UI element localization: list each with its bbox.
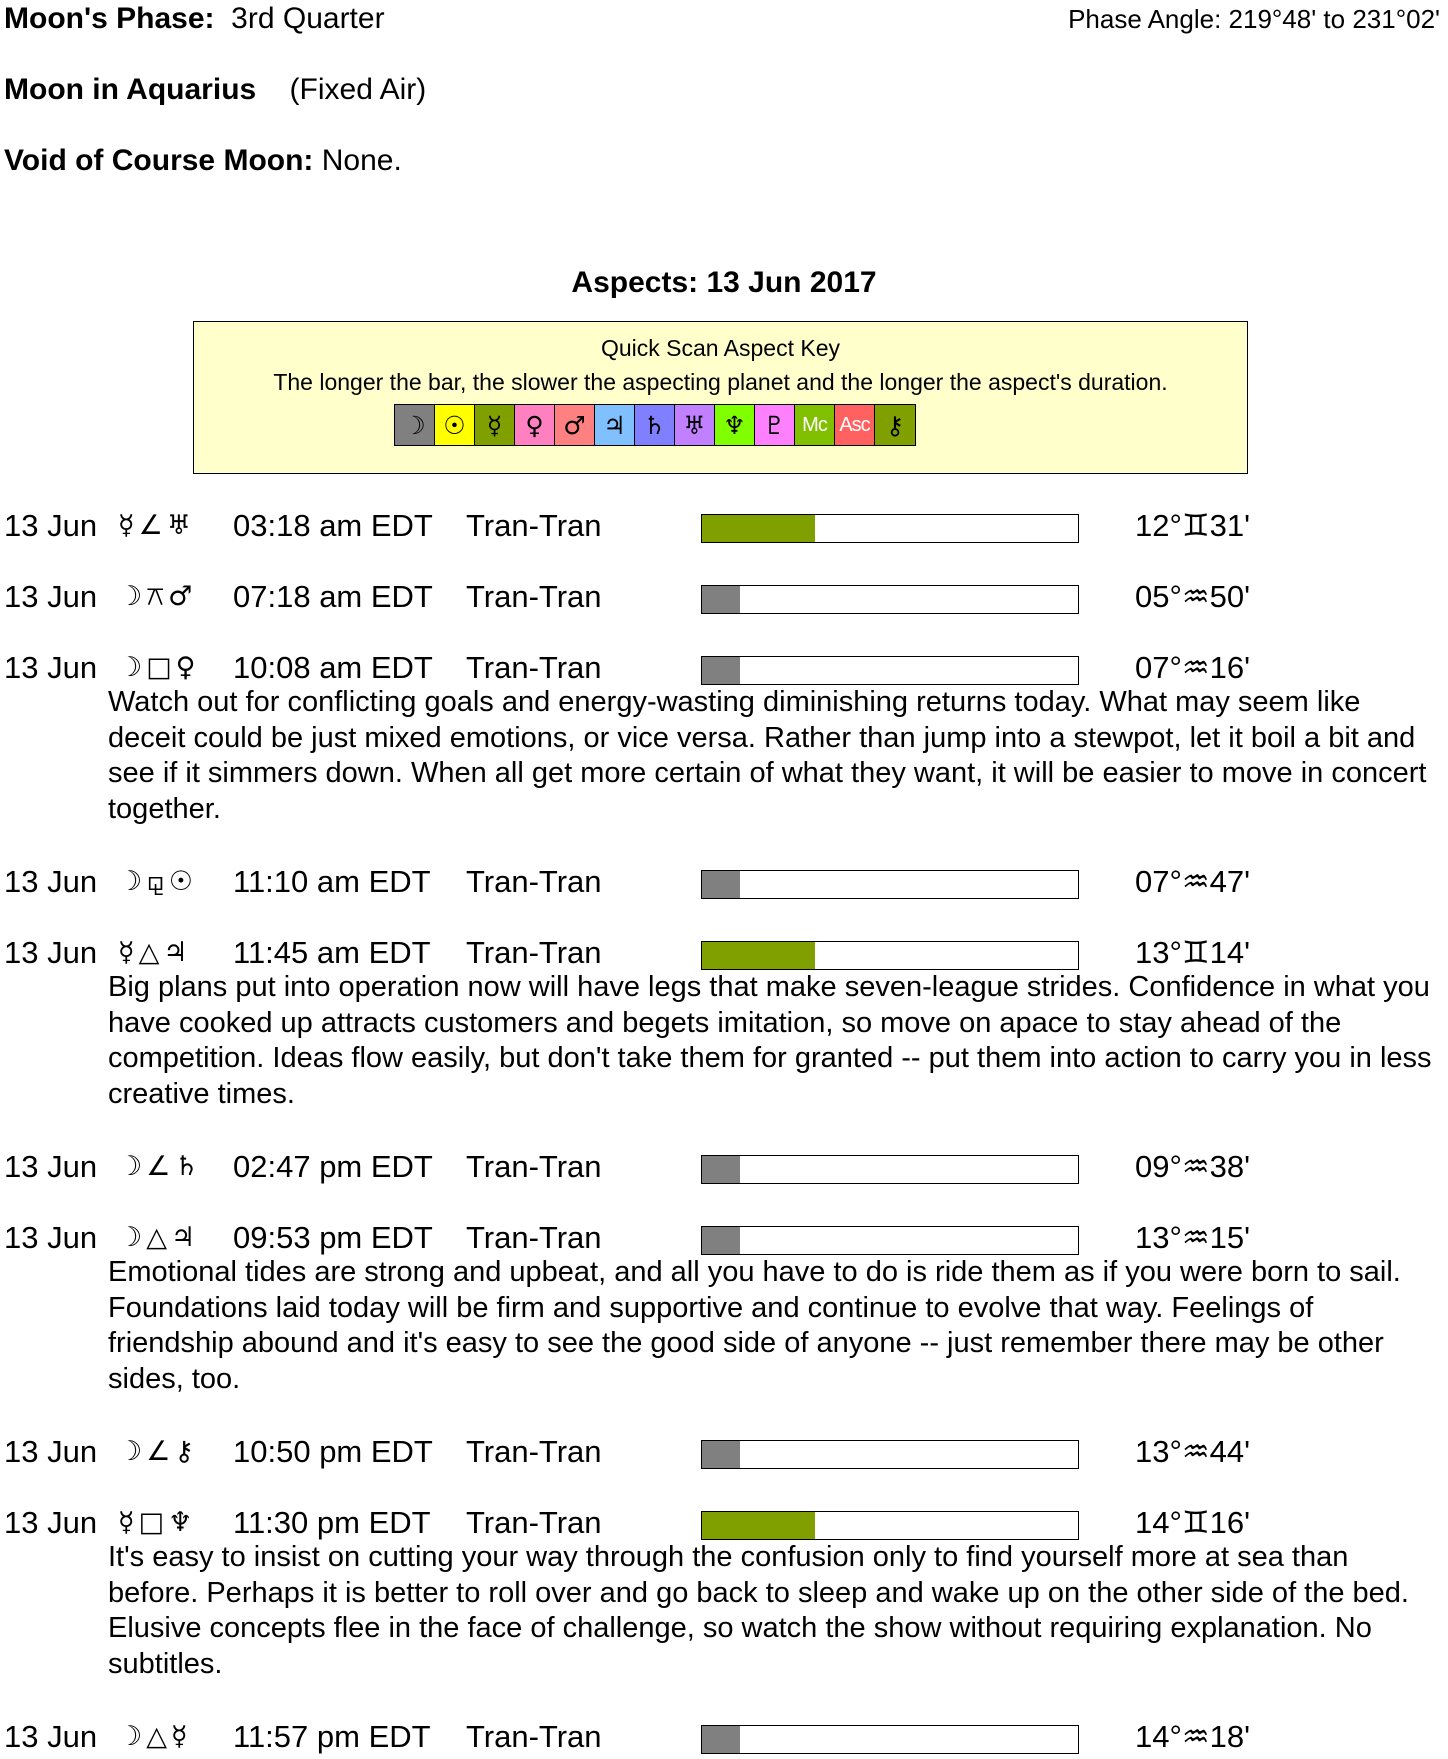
aspect-description: Emotional tides are strong and upbeat, and all you have to do is ride them as if you were born to sail. Foundations laid today will be firm and supportive and continue to evolve that way. Feelings of friendship abound and it's easy to see the good side of anyone -- just remember there may be other sides, too. <box>108 1256 1401 1395</box>
aspect-time: 11:45 am EDT <box>233 935 431 970</box>
aspect-glyphs: ☽⚼☉ <box>118 866 198 897</box>
aspect-date: 13 Jun <box>4 508 98 543</box>
aspect-row <box>0 1719 1448 1759</box>
key-swatch-sun: ☉ <box>435 405 475 445</box>
phase-angle: Phase Angle: 219°48' to 231°02' <box>1068 4 1440 34</box>
aspect-time: 09:53 pm EDT <box>233 1220 433 1255</box>
aspect-row <box>0 864 1448 904</box>
aspect-position: 07°♒16' <box>1135 650 1251 685</box>
aspect-position: 07°♒47' <box>1135 864 1251 899</box>
aspect-duration-bar <box>701 656 1079 685</box>
aspect-duration-bar-fill <box>702 515 815 542</box>
aspect-key-subtitle: The longer the bar, the slower the aspecting planet and the longer the aspect's duration. <box>273 369 1168 395</box>
aspect-duration-bar-fill <box>702 1512 815 1539</box>
moon-sign-value: (Fixed Air) <box>289 73 427 106</box>
aspect-type: Tran-Tran <box>466 1719 602 1754</box>
aspect-duration-bar <box>701 585 1079 614</box>
aspect-duration-bar-fill <box>702 871 740 898</box>
aspect-key-title: Quick Scan Aspect Key <box>600 335 841 361</box>
aspect-position: 09°♒38' <box>1135 1149 1251 1184</box>
moon-phase-value: 3rd Quarter <box>231 2 385 35</box>
aspect-row <box>0 508 1448 548</box>
void-of-course-value: None. <box>321 144 402 177</box>
aspect-duration-bar-fill <box>702 586 740 613</box>
void-of-course-label: Void of Course Moon: <box>4 144 314 177</box>
aspect-position: 13°♒15' <box>1135 1220 1251 1255</box>
aspect-type: Tran-Tran <box>466 508 602 543</box>
aspect-time: 02:47 pm EDT <box>233 1149 433 1184</box>
aspect-duration-bar-fill <box>702 1227 740 1254</box>
moon-phase-label: Moon's Phase: <box>4 2 215 35</box>
aspect-duration-bar <box>701 1155 1079 1184</box>
aspect-position: 14°♒18' <box>1135 1719 1251 1754</box>
aspect-row <box>0 1505 1448 1545</box>
aspect-type: Tran-Tran <box>466 1505 602 1540</box>
aspect-date: 13 Jun <box>4 1220 98 1255</box>
aspect-date: 13 Jun <box>4 579 98 614</box>
aspect-position: 12°♊31' <box>1135 508 1251 543</box>
aspect-date: 13 Jun <box>4 935 98 970</box>
aspect-duration-bar <box>701 1440 1079 1469</box>
aspect-type: Tran-Tran <box>466 1434 602 1469</box>
aspect-type: Tran-Tran <box>466 650 602 685</box>
aspect-type: Tran-Tran <box>466 1220 602 1255</box>
aspect-duration-bar-fill <box>702 942 815 969</box>
aspect-date: 13 Jun <box>4 650 98 685</box>
key-swatch-moon: ☽ <box>395 405 435 445</box>
aspect-duration-bar-fill <box>702 1156 740 1183</box>
aspect-date: 13 Jun <box>4 1719 98 1754</box>
aspect-date: 13 Jun <box>4 1149 98 1184</box>
aspect-glyphs: ☽∠⚷ <box>118 1436 199 1467</box>
aspect-type: Tran-Tran <box>466 935 602 970</box>
moon-sign-label: Moon in Aquarius <box>4 73 257 106</box>
moon-sign-line <box>4 73 426 107</box>
aspect-row <box>0 650 1448 690</box>
aspect-duration-bar <box>701 1725 1079 1754</box>
key-swatch-saturn: ♄ <box>635 405 675 445</box>
aspect-time: 11:57 pm EDT <box>233 1719 431 1754</box>
aspect-row <box>0 1434 1448 1474</box>
key-swatch-neptune: ♆ <box>715 405 755 445</box>
aspect-duration-bar-fill <box>702 1441 740 1468</box>
aspect-time: 07:18 am EDT <box>233 579 433 614</box>
aspect-duration-bar <box>701 870 1079 899</box>
aspect-type: Tran-Tran <box>466 1149 602 1184</box>
aspect-glyphs: ☽△☿ <box>118 1721 192 1752</box>
aspect-time: 10:08 am EDT <box>233 650 433 685</box>
aspect-type: Tran-Tran <box>466 579 602 614</box>
aspect-duration-bar <box>701 1511 1079 1540</box>
key-swatch-mc: Mc <box>795 405 835 445</box>
aspect-duration-bar <box>701 514 1079 543</box>
aspect-duration-bar-fill <box>702 657 740 684</box>
aspect-time: 03:18 am EDT <box>233 508 433 543</box>
aspect-position: 13°♊14' <box>1135 935 1251 970</box>
key-swatch-chiron: ⚷ <box>875 405 915 445</box>
aspect-date: 13 Jun <box>4 1434 98 1469</box>
aspect-position: 13°♒44' <box>1135 1434 1251 1469</box>
aspect-duration-bar <box>701 1226 1079 1255</box>
aspect-glyphs: ☽⚻♂ <box>118 581 197 612</box>
aspect-glyphs: ☽□♀ <box>118 652 200 683</box>
key-swatch-uranus: ♅ <box>675 405 715 445</box>
aspect-row <box>0 579 1448 619</box>
aspect-description: Big plans put into operation now will have legs that make seven-league strides. Confidence in what you have cooked up attracts customers and begets imitation, so move on apace to stay ahead of the competition. Ideas flow easily, but don't take them for granted -- put them into action to carry you in less creative times. <box>108 971 1432 1110</box>
aspect-row <box>0 935 1448 975</box>
aspect-date: 13 Jun <box>4 864 98 899</box>
aspect-row <box>0 1220 1448 1260</box>
key-swatch-mars: ♂ <box>555 405 595 445</box>
aspects-title: Aspects: 13 Jun 2017 <box>571 266 877 299</box>
aspect-glyphs: ☿□♆ <box>118 1507 197 1538</box>
key-swatch-pluto: ♇ <box>755 405 795 445</box>
aspect-key-box <box>193 321 1248 474</box>
key-swatch-asc: Asc <box>835 405 875 445</box>
aspect-description: It's easy to insist on cutting your way through the confusion only to find yourself more at sea than before. Perhaps it is better to roll over and go back to sleep and wake up on the other side of the bed. Elusive concepts flee in the face of challenge, so watch the show without requiring explanation. No subtitles. <box>108 1541 1409 1680</box>
aspect-duration-bar-fill <box>702 1726 740 1753</box>
aspect-glyphs: ☽△♃ <box>118 1222 200 1253</box>
aspect-time: 11:30 pm EDT <box>233 1505 431 1540</box>
key-swatch-mercury: ☿ <box>475 405 515 445</box>
aspect-glyphs: ☿∠♅ <box>118 510 195 541</box>
aspect-position: 14°♊16' <box>1135 1505 1251 1540</box>
aspect-row <box>0 1149 1448 1189</box>
key-swatch-venus: ♀ <box>515 405 555 445</box>
aspect-time: 10:50 pm EDT <box>233 1434 433 1469</box>
moon-phase-line <box>4 2 385 36</box>
aspect-time: 11:10 am EDT <box>233 864 431 899</box>
aspect-glyphs: ☿△♃ <box>118 937 192 968</box>
aspect-type: Tran-Tran <box>466 864 602 899</box>
aspect-key-color-strip <box>394 404 916 446</box>
aspect-date: 13 Jun <box>4 1505 98 1540</box>
void-of-course-line <box>4 144 402 178</box>
key-swatch-jupiter: ♃ <box>595 405 635 445</box>
aspect-description: Watch out for conflicting goals and energy-wasting diminishing returns today. What may seem like deceit could be just mixed emotions, or vice versa. Rather than jump into a stewpot, let it boil a bit and see if it simmers down. When all get more certain of what they want, it will be easier to move in concert together. <box>108 686 1427 825</box>
aspect-position: 05°♒50' <box>1135 579 1251 614</box>
aspect-glyphs: ☽∠♄ <box>118 1151 203 1182</box>
aspect-duration-bar <box>701 941 1079 970</box>
